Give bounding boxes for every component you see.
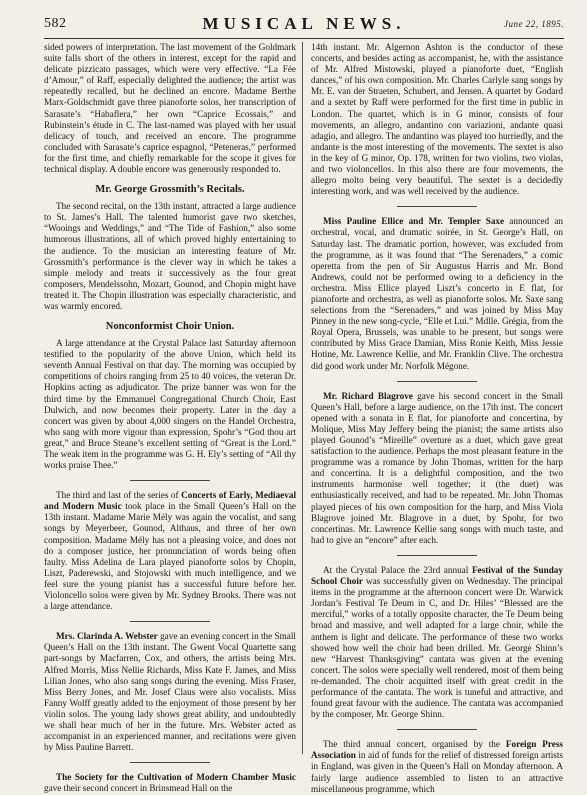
paragraph: A large attendance at the Crystal Palace last Saturday afternoon testified to the popularity of the above Union, which held its seventh Annual Festival on that day. The morning was occupied by competitions of choirs ranging from 25 to 40 voices, the veteran Dr. Hopkins acting as adjudicator. The prize banner was won for the third time by the Emmanuel Congregational Church Choir, East Dulwich, and now becomes their property. Later in the day a concert was given by about 4,000 singers on the Handel Orchestra, who sang with more vigour than expression, Spohr’s “God thou art great,” and Bruce Steane’s excellent setting of “Great is the Lord.” The weak item in the programme was G. H. Ely’s setting of “All thy works praise Thee.” bbox=[44, 338, 296, 471]
left-column bbox=[44, 42, 297, 794]
section-heading: Mr. George Grossmith’s Recitals. bbox=[95, 184, 245, 196]
page-number: 582 bbox=[44, 16, 67, 31]
paragraph: The third annual concert, organised by the Foreign Press Association in aid of funds for the relief of distressed foreign artists in England, was given in the Queen’s Hall on Monday afternoon. A fairly large audience assembled to listen to an attractive miscellaneous programme, which bbox=[311, 739, 563, 794]
paragraph: Mr. Richard Blagrove gave his second concert in the Small Queen’s Hall, before a large audience, on the 17th inst. The concert opened with a sonata in E flat, for pianoforte and concertina, by Molique, Miss May Jeffery being the pianist; the same artists also played Gounod’s “Mireille” overture as a duet, which gave great satisfaction to the audience. Perhaps the most pleasant feature in the programme was a romance by John Thomas, written for the harp and concertina. It is a delightful composition, and the two instruments harmonise well together; it (the duet) was enthusiastically received, and had to be repeated. Mr. John Thomas played pieces of his own composition for the harp, and Miss Viola Blagrove joined Mr. Blagrove in a duet, by Spohr, for two concertinas. Mr. Lawrence Kellie sang songs with much taste, and had to give an “encore” after each. bbox=[311, 390, 563, 545]
header-rule bbox=[44, 38, 564, 39]
paragraph: Mrs. Clarinda A. Webster gave an evening concert in the Small Queen’s Hall on the 13th instant. The Gwent Vocal Quartette sang part-songs by Macfarren, Cox, and others, the artists being Mrs. Alfred Morris, Miss Nellie Richards, Miss Kate F. James, and Miss Lilian Jones, who also sang songs during the evening. Miss Fraser, Miss Berry Jones, and Mr. Josef Claus were also vocalists. Miss Fanny Wolff greatly added to the enjoyment of those present by her violin solos. The young lady shows great ability, and undoubtedly we shall hear much of her in the future. Mrs. Webster acted as accompanist in an experienced manner, and recitations were given by Miss Pauline Barrett. bbox=[44, 631, 296, 753]
section-heading: Nonconformist Choir Union. bbox=[105, 321, 235, 333]
right-column bbox=[311, 42, 563, 794]
page-header bbox=[44, 14, 564, 36]
column-divider bbox=[302, 42, 303, 754]
paragraph: sided powers of interpretation. The last movement of the Goldmark suite falls short of the others in interest, except for the rapid and delicate pizzicato passages, which were very effective. “La Fée d’Amour,” of Raff, especially delighted the audience; the artist was repeatedly recalled, but he declined an encore. Madame Berthe Marx-Goldschmidt gave three pianoforte solos, her transcription of Sarasate’s “Habaflera,” her own “Caprice Ecossais,” and Rubinstein’s étude in C. The last-named was played with her usual delicacy of touch, and received an encore. The programme concluded with Sarasate’s caprice espagnol, “Peteneras,” performed for the first time, and chiefly remarkable for the scope it gives for technical display. A double encore was generously responded to. bbox=[44, 42, 296, 175]
paragraph: At the Crystal Palace the 23rd annual Festival of the Sunday School Choir was successfully given on Wednesday. The principal items in the programme at the afternoon concert were Dr. Warwick Jordan’s Festival Te Deum in C, and Dr. Hiles’ “Blessed are the merciful,” works of a totally opposite character, the Te Deum being broad and massive, and well adapted for a large choir, while the anthem is light and delicate. The performance of these two works showed how well the choir had been drilled. Mr. George Shinn’s new “Harvest Thanksgiving” cantata was given at the evening concert. The solos were specially well rendered, most of them being re-demanded. The choir acquitted itself with great credit in the performance of the cantata. The work is tuneful and attractive, and found great favour with the audience. The cantata was accompanied by the composer, Mr. George Shinn. bbox=[311, 564, 563, 720]
masthead-title: MUSICAL NEWS. bbox=[202, 14, 406, 33]
paragraph: The Society for the Cultivation of Modern Chamber Music gave their second concert in Brinsmead Hall on the bbox=[44, 772, 296, 794]
paragraph: The third and last of the series of Concerts of Early, Mediaeval and Modern Music took place in the Small Queen’s Hall on the 13th instant. Madame Marie Mély was again the vocalist, and sang songs by Meyerbeer, Gounod, Althaus, and three of her own composition. Madame Mély has not a pleasing voice, and does not do a composer justice, her pronunciation of words being often faulty. Miss Adelina de Lara played pianoforte solos by Chopin, Liszt, Paderewski, and Stojowski with much intelligence, and we feel sure the young pianist has a successful future before her. Violoncello solos were given by Mr. Sydney Brooks. There was not a large attendance. bbox=[44, 490, 297, 612]
paragraph: The second recital, on the 13th instant, attracted a large audience to St. James’s Hall. The talented humorist gave two sketches, “Wooings and Weddings,” and “The Tide of Fashion,” also some humorous illustrations, all of which proved highly entertaining to the audience. To the musician an interesting feature of Mr. Grossmith’s performance is the clever way in which he takes a simple melody and treats it successively as the four great composers, Mendelssohn, Mozart, Gounod, and Chopin might have treated it. The Chopin illustration was especially characteristic, and was warmly encored. bbox=[44, 201, 296, 311]
paragraph: 14th instant. Mr. Algernon Ashton is the conductor of these concerts, and besides acting as accompanist, he, with the assistance of Mr. Alfred Mistowski, played a pianoforte duet, “English dances,” of his own composition. Mr. Charles Carlyle sang songs by Mr. E. van der Straeten, Schubert, and Jensen. A quartet by Godard and a sextet by Raff were performed for the first time in public in London. The quartet, which is in G minor, consists of four movements, an allegro, andantino con variazioni, andante quasi adagio, and allegro. The andantino was played too hurriedly, and the andante is the most interesting of the movements. The sextet is also in the key of G minor, Op. 178, written for two violins, two violas, and two violoncellos. In this also there are four movements, the allegro molto being very beautiful. The sextet is a decidedly interesting work, and was well received by the audience. bbox=[311, 42, 563, 197]
issue-date: June 22, 1895. bbox=[504, 19, 564, 29]
paragraph: Miss Pauline Ellice and Mr. Templer Saxe announced an orchestral, vocal, and dramatic soirée, in St. George’s Hall, on Saturday last. The dramatic portion, however, was excluded from the programme, as it was found that “The Serenaders,” a comic operetta from the pen of Sir Augustus Harris and Mr. Bond Andrews, could not be performed owing to a deficiency in the orchestra. Miss Ellice played Liszt’s concerto in E flat, for pianoforte and orchestra, as well as pianoforte solos. Mr. Saxe sang selections from the “Serenaders,” and was joined by Miss May Pinney in the new song-cycle, “Elle et Lui.” Mdlle. Grégia, from the Royal Opera, Brussels, was unable to be present, but songs were contributed by Miss Grace Damian, Miss Ronie Keith, Miss Jessie Hotine, Mr. Lawrence Kellie, and Mr. Franklin Clive. The orchestra did good work under Mr. Norfolk Mégone. bbox=[311, 216, 563, 371]
